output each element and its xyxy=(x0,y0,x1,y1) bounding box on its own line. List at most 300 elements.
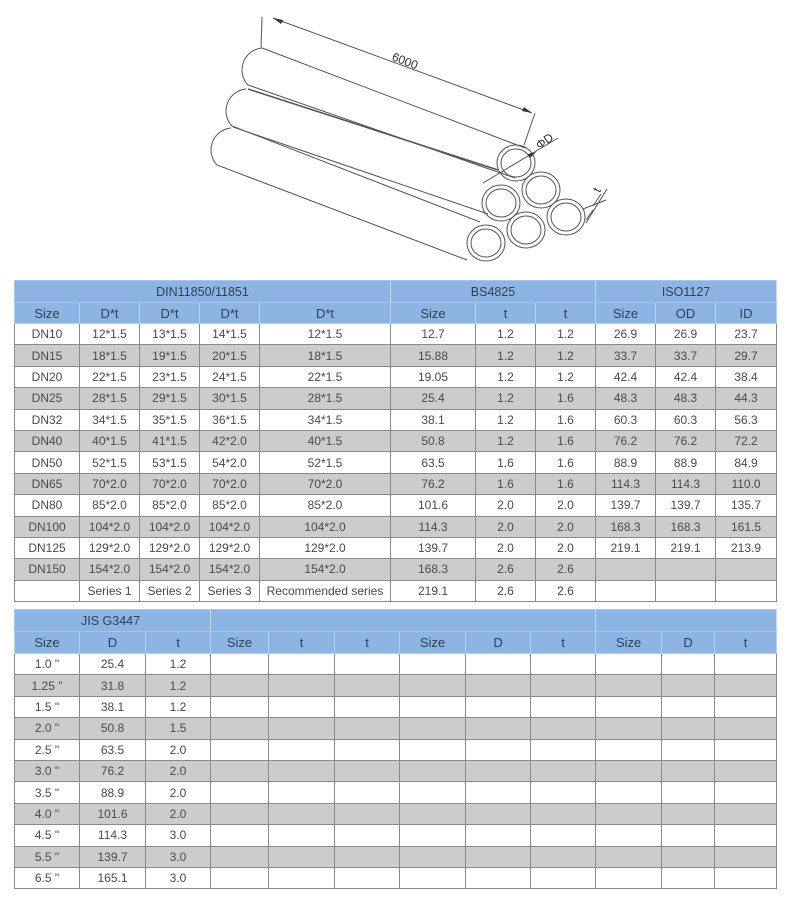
table-cell: 88.9 xyxy=(596,452,656,473)
table-cell: 22*1.5 xyxy=(260,366,391,387)
table-cell xyxy=(211,696,269,717)
table-cell xyxy=(466,696,531,717)
table-cell xyxy=(335,825,400,846)
table-cell: 114.3 xyxy=(596,473,656,494)
table-cell: 1.2 xyxy=(146,696,211,717)
table-cell xyxy=(662,867,715,888)
table-cell: 25.4 xyxy=(80,654,146,675)
table-cell: DN150 xyxy=(15,559,80,580)
table-cell: 30*1.5 xyxy=(200,388,260,409)
table-cell xyxy=(531,718,596,739)
table-cell: 1.2 xyxy=(536,345,596,366)
table-cell: 18*1.5 xyxy=(260,345,391,366)
table-cell: 2.6 xyxy=(476,559,536,580)
table-cell xyxy=(662,825,715,846)
table-cell xyxy=(656,559,716,580)
table-cell xyxy=(715,739,777,760)
table-cell: 129*2.0 xyxy=(260,537,391,558)
table-cell: 3.0 xyxy=(146,846,211,867)
table-cell xyxy=(335,846,400,867)
table-cell: 1.0 " xyxy=(15,654,80,675)
group-header: JIS G3447 xyxy=(15,610,211,632)
table-cell xyxy=(715,718,777,739)
table-cell: 2.0 xyxy=(476,516,536,537)
table-row xyxy=(15,366,777,387)
table-cell xyxy=(716,559,777,580)
table-cell xyxy=(335,782,400,803)
table-cell xyxy=(596,760,662,781)
table-cell: 63.5 xyxy=(80,739,146,760)
column-header: Size xyxy=(211,632,269,654)
table-cell: 70*2.0 xyxy=(80,473,140,494)
table-cell: 85*2.0 xyxy=(80,495,140,516)
table-cell: 34*1.5 xyxy=(260,409,391,430)
table-cell: DN50 xyxy=(15,452,80,473)
table-cell: 48.3 xyxy=(596,388,656,409)
table-row xyxy=(15,782,777,803)
table-cell: 129*2.0 xyxy=(80,537,140,558)
table-cell xyxy=(662,760,715,781)
table-row xyxy=(15,495,777,516)
table-cell: 15.88 xyxy=(391,345,476,366)
table-cell: 2.0 xyxy=(536,495,596,516)
table-cell xyxy=(596,739,662,760)
diameter-label: ΦD xyxy=(533,130,557,153)
table-cell: 38.4 xyxy=(716,366,777,387)
table-row xyxy=(15,846,777,867)
table-cell: 76.2 xyxy=(596,430,656,451)
table-cell xyxy=(662,696,715,717)
table-cell: 18*1.5 xyxy=(80,345,140,366)
table-cell xyxy=(269,675,335,696)
table-cell: DN20 xyxy=(15,366,80,387)
table-cell: 110.0 xyxy=(716,473,777,494)
table-cell: 31.8 xyxy=(80,675,146,696)
table-cell: 70*2.0 xyxy=(260,473,391,494)
table-cell: 35*1.5 xyxy=(140,409,200,430)
group-header: BS4825 xyxy=(391,281,596,303)
table-cell xyxy=(269,782,335,803)
table-cell: 129*2.0 xyxy=(200,537,260,558)
table-cell xyxy=(715,846,777,867)
table-cell xyxy=(662,739,715,760)
table-cell xyxy=(466,846,531,867)
group-header: DIN11850/11851 xyxy=(15,281,391,303)
table-cell xyxy=(400,846,466,867)
table-row xyxy=(15,718,777,739)
table-cell xyxy=(466,739,531,760)
table-cell: 88.9 xyxy=(80,782,146,803)
table-cell: 38.1 xyxy=(391,409,476,430)
length-dimension-label: 6000 xyxy=(389,49,420,73)
table-cell xyxy=(531,803,596,824)
column-header: Size xyxy=(15,303,80,324)
table-cell xyxy=(269,867,335,888)
table-cell: 13*1.5 xyxy=(140,324,200,345)
table-cell xyxy=(466,718,531,739)
table-row xyxy=(15,739,777,760)
table-cell xyxy=(335,675,400,696)
table-cell: 1.2 xyxy=(476,324,536,345)
table-cell: 101.6 xyxy=(80,803,146,824)
table-cell xyxy=(715,654,777,675)
table-cell xyxy=(596,559,656,580)
table-cell: 42*2.0 xyxy=(200,430,260,451)
table-cell: 76.2 xyxy=(656,430,716,451)
table-cell: 72.2 xyxy=(716,430,777,451)
table-cell: 1.6 xyxy=(536,388,596,409)
table-cell: 48.3 xyxy=(656,388,716,409)
table-cell: 1.6 xyxy=(536,409,596,430)
table-cell: 28*1.5 xyxy=(80,388,140,409)
column-header: ID xyxy=(716,303,777,324)
table-cell: DN32 xyxy=(15,409,80,430)
table-cell xyxy=(466,675,531,696)
table-cell: 129*2.0 xyxy=(140,537,200,558)
table-cell: Series 2 xyxy=(140,580,200,601)
column-header: D*t xyxy=(80,303,140,324)
table-cell: 88.9 xyxy=(656,452,716,473)
table-cell: DN15 xyxy=(15,345,80,366)
table-cell: 34*1.5 xyxy=(80,409,140,430)
table-row xyxy=(15,675,777,696)
table-cell xyxy=(715,760,777,781)
table-cell: 76.2 xyxy=(80,760,146,781)
column-header: t xyxy=(269,632,335,654)
table-cell: 104*2.0 xyxy=(200,516,260,537)
table-cell xyxy=(269,825,335,846)
table-cell: 213.9 xyxy=(716,537,777,558)
table-cell: 219.1 xyxy=(656,537,716,558)
table-cell xyxy=(662,718,715,739)
table-row xyxy=(15,537,777,558)
table-cell xyxy=(596,654,662,675)
table-cell: 20*1.5 xyxy=(200,345,260,366)
table-cell: DN40 xyxy=(15,430,80,451)
table-row xyxy=(15,696,777,717)
table-cell xyxy=(531,739,596,760)
table-cell xyxy=(662,675,715,696)
table-cell xyxy=(596,696,662,717)
table-cell xyxy=(269,803,335,824)
table-cell: 154*2.0 xyxy=(140,559,200,580)
table-cell xyxy=(596,675,662,696)
table-header-row xyxy=(15,632,777,654)
table-row xyxy=(15,473,777,494)
table-cell: 104*2.0 xyxy=(260,516,391,537)
table-cell xyxy=(531,782,596,803)
table-cell: 3.5 " xyxy=(15,782,80,803)
table-cell: 60.3 xyxy=(656,409,716,430)
table-cell xyxy=(211,825,269,846)
table-cell: 2.0 xyxy=(536,516,596,537)
table-cell xyxy=(596,825,662,846)
table-cell: 12.7 xyxy=(391,324,476,345)
table-cell: 6.5 " xyxy=(15,867,80,888)
table-cell: 70*2.0 xyxy=(200,473,260,494)
table-cell: 1.2 xyxy=(536,366,596,387)
table-cell xyxy=(335,803,400,824)
column-header: t xyxy=(335,632,400,654)
table-row xyxy=(15,430,777,451)
table-cell xyxy=(400,718,466,739)
table-cell: 85*2.0 xyxy=(200,495,260,516)
table-cell xyxy=(211,675,269,696)
pipe-stack-drawing xyxy=(0,0,800,270)
table-row xyxy=(15,452,777,473)
table-cell xyxy=(211,718,269,739)
table-cell: 52*1.5 xyxy=(260,452,391,473)
table-cell: 3.0 " xyxy=(15,760,80,781)
column-header: t xyxy=(476,303,536,324)
group-header: ISO1127 xyxy=(596,281,777,303)
table-cell: 168.3 xyxy=(656,516,716,537)
table-cell: 154*2.0 xyxy=(200,559,260,580)
table-cell: 50.8 xyxy=(391,430,476,451)
table-cell: 44.3 xyxy=(716,388,777,409)
column-header: OD xyxy=(656,303,716,324)
table-cell: 3.0 xyxy=(146,825,211,846)
column-header: t xyxy=(531,632,596,654)
table-cell: 2.0 xyxy=(476,537,536,558)
table-cell: DN80 xyxy=(15,495,80,516)
table-cell: 53*1.5 xyxy=(140,452,200,473)
table-cell xyxy=(715,782,777,803)
table-cell: 76.2 xyxy=(391,473,476,494)
table-cell xyxy=(400,696,466,717)
table-cell xyxy=(400,803,466,824)
table-cell xyxy=(596,580,656,601)
table-row xyxy=(15,345,777,366)
table-cell: 1.2 xyxy=(146,654,211,675)
table-cell xyxy=(531,867,596,888)
table-cell: 23*1.5 xyxy=(140,366,200,387)
table-cell xyxy=(662,654,715,675)
table-cell xyxy=(400,654,466,675)
table-cell xyxy=(466,654,531,675)
table-row xyxy=(15,580,777,601)
table-cell: 26.9 xyxy=(656,324,716,345)
table-cell xyxy=(596,867,662,888)
table-cell: 29.7 xyxy=(716,345,777,366)
table-cell xyxy=(269,760,335,781)
table-cell xyxy=(656,580,716,601)
table-row xyxy=(15,867,777,888)
column-header: Size xyxy=(15,632,80,654)
table-cell: 104*2.0 xyxy=(140,516,200,537)
table-row xyxy=(15,803,777,824)
table-cell: 19*1.5 xyxy=(140,345,200,366)
table-cell xyxy=(211,846,269,867)
table-cell: 24*1.5 xyxy=(200,366,260,387)
table-cell: 14*1.5 xyxy=(200,324,260,345)
table-cell xyxy=(269,654,335,675)
table-cell xyxy=(269,696,335,717)
table-row xyxy=(15,825,777,846)
table-cell xyxy=(715,675,777,696)
table-cell: 114.3 xyxy=(656,473,716,494)
column-header: t xyxy=(536,303,596,324)
table-cell xyxy=(211,739,269,760)
table-cell xyxy=(716,580,777,601)
table-cell: 4.0 " xyxy=(15,803,80,824)
table-cell xyxy=(15,580,80,601)
pipe-standards-table-jis xyxy=(14,609,777,889)
table-cell: DN25 xyxy=(15,388,80,409)
table-cell: 26.9 xyxy=(596,324,656,345)
table-cell: 1.6 xyxy=(476,452,536,473)
table-cell: 139.7 xyxy=(596,495,656,516)
table-cell: 54*2.0 xyxy=(200,452,260,473)
table-cell: 1.2 xyxy=(536,324,596,345)
table-cell xyxy=(335,739,400,760)
table-cell: 104*2.0 xyxy=(80,516,140,537)
table-cell: 2.0 " xyxy=(15,718,80,739)
table-cell: 4.5 " xyxy=(15,825,80,846)
table-cell: 1.6 xyxy=(476,473,536,494)
table-cell xyxy=(211,803,269,824)
table-cell: 42.4 xyxy=(656,366,716,387)
table-cell xyxy=(400,675,466,696)
table-cell xyxy=(211,654,269,675)
table-cell xyxy=(531,654,596,675)
table-cell: 1.2 xyxy=(476,430,536,451)
table-row xyxy=(15,760,777,781)
table-cell xyxy=(596,803,662,824)
table-cell xyxy=(715,803,777,824)
column-header: Size xyxy=(596,632,662,654)
table-cell: 85*2.0 xyxy=(260,495,391,516)
table-cell: 1.5 " xyxy=(15,696,80,717)
table-cell: 139.7 xyxy=(656,495,716,516)
table-cell: 114.3 xyxy=(391,516,476,537)
table-cell xyxy=(662,782,715,803)
table-cell: 2.0 xyxy=(146,760,211,781)
table-cell: 2.0 xyxy=(146,803,211,824)
table-cell xyxy=(531,696,596,717)
table-cell: 41*1.5 xyxy=(140,430,200,451)
table-cell: 2.0 xyxy=(536,537,596,558)
table-cell: DN10 xyxy=(15,324,80,345)
table-cell: 2.6 xyxy=(476,580,536,601)
table-cell: 1.2 xyxy=(146,675,211,696)
table-cell: 50.8 xyxy=(80,718,146,739)
table-cell: 25.4 xyxy=(391,388,476,409)
table-cell xyxy=(596,846,662,867)
table-cell: 28*1.5 xyxy=(260,388,391,409)
table-cell: 219.1 xyxy=(391,580,476,601)
table-cell xyxy=(466,867,531,888)
column-header: D*t xyxy=(140,303,200,324)
table-cell: 1.2 xyxy=(476,366,536,387)
table-cell xyxy=(269,846,335,867)
table-cell xyxy=(269,718,335,739)
table-cell: 52*1.5 xyxy=(80,452,140,473)
table-cell: 33.7 xyxy=(656,345,716,366)
table-cell: 42.4 xyxy=(596,366,656,387)
table-cell xyxy=(662,803,715,824)
table-cell xyxy=(400,825,466,846)
table-cell xyxy=(531,760,596,781)
table-cell xyxy=(269,739,335,760)
column-header: D*t xyxy=(200,303,260,324)
table-cell: 85*2.0 xyxy=(140,495,200,516)
table-cell: 168.3 xyxy=(596,516,656,537)
table-cell: 219.1 xyxy=(596,537,656,558)
table-cell xyxy=(400,739,466,760)
table-cell: 5.5 " xyxy=(15,846,80,867)
table-cell xyxy=(466,825,531,846)
table-cell: 2.6 xyxy=(536,559,596,580)
table-cell: 101.6 xyxy=(391,495,476,516)
table-cell: 1.5 xyxy=(146,718,211,739)
table-cell: Series 3 xyxy=(200,580,260,601)
table-cell: 12*1.5 xyxy=(260,324,391,345)
group-header xyxy=(596,610,777,632)
table-cell: 56.3 xyxy=(716,409,777,430)
table-row xyxy=(15,388,777,409)
table-cell xyxy=(335,718,400,739)
table-cell xyxy=(596,782,662,803)
column-header: t xyxy=(146,632,211,654)
table-cell: 1.25 " xyxy=(15,675,80,696)
table-cell xyxy=(211,867,269,888)
table-cell: 63.5 xyxy=(391,452,476,473)
thickness-label: t xyxy=(589,185,605,195)
column-header: t xyxy=(715,632,777,654)
table-cell: 1.2 xyxy=(476,345,536,366)
column-header: Size xyxy=(596,303,656,324)
table-cell: 114.3 xyxy=(80,825,146,846)
table-cell xyxy=(466,782,531,803)
table-cell xyxy=(335,760,400,781)
table-group-row xyxy=(15,610,777,632)
table-cell: 33.7 xyxy=(596,345,656,366)
table-cell: 2.6 xyxy=(536,580,596,601)
table-cell xyxy=(531,825,596,846)
table-cell xyxy=(335,654,400,675)
table-row xyxy=(15,559,777,580)
table-cell: 2.0 xyxy=(146,782,211,803)
table-header-row xyxy=(15,303,777,324)
table-cell xyxy=(211,782,269,803)
table-cell xyxy=(466,760,531,781)
table-cell: 19.05 xyxy=(391,366,476,387)
table-cell: 22*1.5 xyxy=(80,366,140,387)
column-header: D xyxy=(662,632,715,654)
table-cell xyxy=(662,846,715,867)
table-cell: 2.0 xyxy=(476,495,536,516)
column-header: Size xyxy=(400,632,466,654)
table-cell xyxy=(531,675,596,696)
table-cell: Series 1 xyxy=(80,580,140,601)
table-cell: DN125 xyxy=(15,537,80,558)
table-row xyxy=(15,409,777,430)
table-cell xyxy=(400,867,466,888)
table-cell: 154*2.0 xyxy=(80,559,140,580)
table-cell: 161.5 xyxy=(716,516,777,537)
column-header: D xyxy=(80,632,146,654)
table-cell: 2.0 xyxy=(146,739,211,760)
group-header xyxy=(211,610,596,632)
table-row xyxy=(15,654,777,675)
table-cell: 40*1.5 xyxy=(260,430,391,451)
table-cell: 60.3 xyxy=(596,409,656,430)
table-cell: 1.6 xyxy=(536,452,596,473)
table-cell xyxy=(400,782,466,803)
table-cell: 36*1.5 xyxy=(200,409,260,430)
table-cell: 84.9 xyxy=(716,452,777,473)
